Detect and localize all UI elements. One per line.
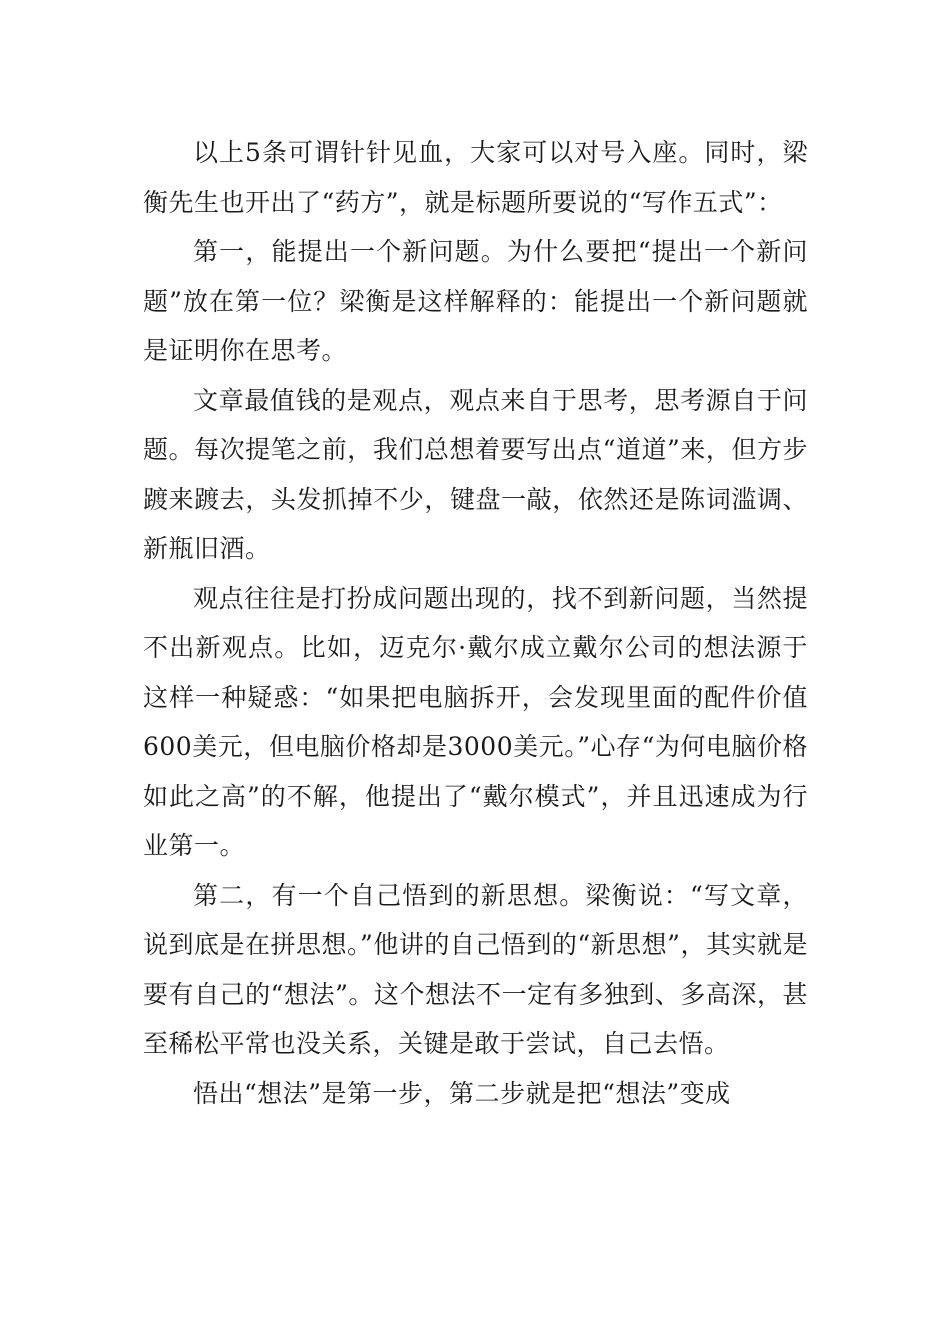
paragraph-dell-example: 观点往往是打扮成问题出现的，找不到新问题，当然提不出新观点。比如，迈克尔·戴尔成立戴尔公司的想法源于这样一种疑惑：“如果把电脑拆开，会发现里面的配件价值 600美元，但电脑价格却是3000美元。”心存“为何电脑价格如此之高”的不解，他提出了“戴尔模式”，并且迅速成为行业第一。 <box>143 583 808 860</box>
paragraph-next-step: 悟出“想法”是第一步，第二步就是把“想法”变成 <box>193 1078 731 1108</box>
paragraph-point-one: 第一，能提出一个新问题。为什么要把“提出一个新问题”放在第一位？梁衡是这样解释的：能提出一个新问题就是证明你在思考。 <box>143 237 808 365</box>
document-body <box>143 128 808 1118</box>
paragraph-intro: 以上5条可谓针针见血，大家可以对号入座。同时，梁衡先生也开出了“药方”，就是标题所要说的“写作五式”： <box>143 138 808 217</box>
paragraph-point-two: 第二，有一个自己悟到的新思想。梁衡说：“写文章，说到底是在拼思想。”他讲的自己悟到的“新思想”，其实就是要有自己的“想法”。这个想法不一定有多独到、多高深，甚至稀松平常也没关系，关键是敢于尝试，自己去悟。 <box>143 880 808 1058</box>
paragraph-viewpoint: 文章最值钱的是观点，观点来自于思考，思考源自于问题。每次提笔之前，我们总想着要写出点“道道”来，但方步踱来踱去，头发抓掉不少，键盘一敲，依然还是陈词滥调、新瓶旧酒。 <box>143 385 808 563</box>
